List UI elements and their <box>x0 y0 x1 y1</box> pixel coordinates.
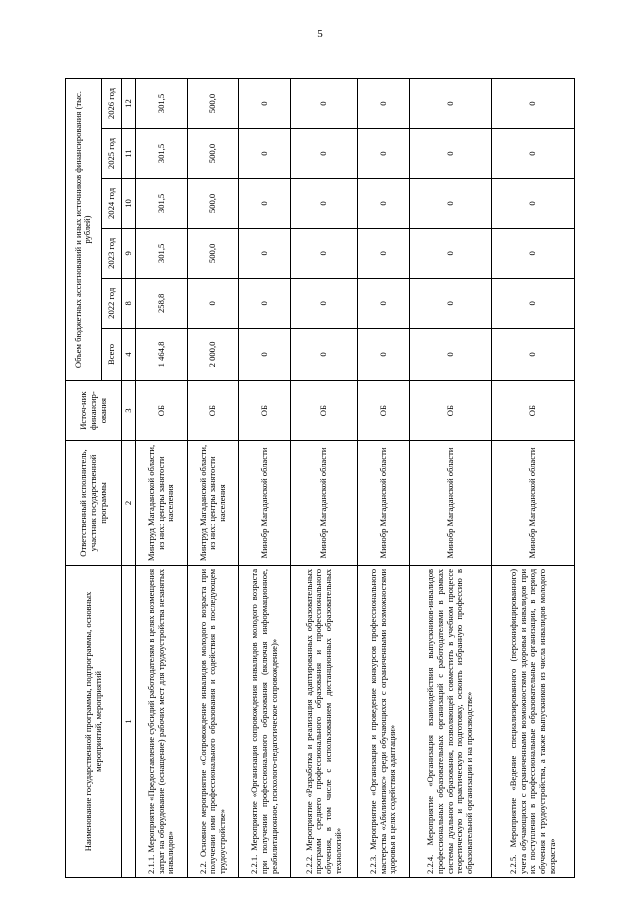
header-executor: Ответственный исполнитель, участник государственной программы <box>66 441 122 566</box>
row-value: 0 <box>492 129 575 179</box>
row-value: 0 <box>492 179 575 229</box>
row-executor: Минобр Магаданской области <box>290 441 357 566</box>
row-value: 0 <box>239 328 291 380</box>
column-index: 2 <box>122 441 136 566</box>
column-index: 4 <box>122 328 136 380</box>
header-year: 2022 год <box>101 278 121 328</box>
table-row <box>239 79 291 878</box>
page-number: 5 <box>317 28 323 40</box>
row-value: 0 <box>290 79 357 129</box>
row-source: ОБ <box>409 381 492 441</box>
column-index: 1 <box>122 565 136 877</box>
row-source: ОБ <box>136 381 188 441</box>
column-index: 8 <box>122 278 136 328</box>
header-row <box>66 79 102 878</box>
row-executor: Минобр Магаданской области <box>409 441 492 566</box>
column-index-row <box>122 79 136 878</box>
row-value: 500,0 <box>187 79 239 129</box>
row-value: 500,0 <box>187 179 239 229</box>
row-name: 2.2.4. Мероприятие «Организация взаимодействия выпускников-инвалидов профессиональных образовательных организаций с работодателями в рамках системы дуального образования, позволяющей совместить в учебном процессе теоретическую и практическую подготовку, освоить избранную профессию в образовательной организации и на производстве» <box>409 565 492 877</box>
row-name: 2.2.3. Мероприятие «Организация и проведение конкурсов профессионального мастерства «Абилимпикс» среди обучающихся с ограниченными возможностями здоровья в целях содействия адаптации» <box>358 565 410 877</box>
row-value: 0 <box>239 129 291 179</box>
row-source: ОБ <box>290 381 357 441</box>
row-source: ОБ <box>239 381 291 441</box>
row-value: 2 000,0 <box>187 328 239 380</box>
row-value: 0 <box>358 278 410 328</box>
row-value: 0 <box>358 179 410 229</box>
row-value: 0 <box>409 179 492 229</box>
row-executor: Минтруд Магаданской области, из них: центры занятости населения <box>136 441 188 566</box>
row-value: 0 <box>290 179 357 229</box>
row-value: 0 <box>358 79 410 129</box>
row-value: 1 464,8 <box>136 328 188 380</box>
table-row <box>492 79 575 878</box>
row-value: 0 <box>409 278 492 328</box>
header-year: Всего <box>101 328 121 380</box>
row-value: 0 <box>358 129 410 179</box>
row-value: 0 <box>239 278 291 328</box>
row-name: 2.2. Основное мероприятие «Сопровождение инвалидов молодого возраста при получении ими профессионального образования и содействия в последующем трудоустройстве» <box>187 565 239 877</box>
row-executor: Минтруд Магаданской области, из них: центры занятости населения <box>187 441 239 566</box>
column-index: 12 <box>122 79 136 129</box>
row-value: 0 <box>358 328 410 380</box>
row-value: 0 <box>358 228 410 278</box>
financing-table <box>65 78 575 878</box>
row-value: 0 <box>409 79 492 129</box>
table-row <box>290 79 357 878</box>
rotated-table-wrapper <box>65 78 575 878</box>
column-index: 10 <box>122 179 136 229</box>
header-volume: Объем бюджетных ассигнований и иных источников финансирования (тыс. рублей) <box>66 79 102 381</box>
header-year: 2026 год <box>101 79 121 129</box>
row-executor: Минобр Магаданской области <box>492 441 575 566</box>
row-value: 301,5 <box>136 129 188 179</box>
header-year: 2025 год <box>101 129 121 179</box>
row-name: 2.1.1. Мероприятие «Предоставление субсидий работодателям в целях возмещения затрат на оборудование (оснащение) рабочих мест для трудоустройства незанятых инвалидов» <box>136 565 188 877</box>
row-value: 0 <box>290 129 357 179</box>
row-value: 0 <box>187 278 239 328</box>
row-executor: Минобр Магаданской области <box>358 441 410 566</box>
row-value: 301,5 <box>136 228 188 278</box>
column-index: 11 <box>122 129 136 179</box>
row-value: 0 <box>409 328 492 380</box>
row-value: 0 <box>239 79 291 129</box>
row-executor: Минобр Магаданской области <box>239 441 291 566</box>
header-name: Наименование государственной программы, подпрограммы, основных мероприятий, мероприятий <box>66 565 122 877</box>
row-source: ОБ <box>358 381 410 441</box>
row-value: 0 <box>290 278 357 328</box>
row-value: 0 <box>409 228 492 278</box>
row-value: 500,0 <box>187 129 239 179</box>
row-source: ОБ <box>492 381 575 441</box>
header-year: 2023 год <box>101 228 121 278</box>
row-value: 258,8 <box>136 278 188 328</box>
row-value: 500,0 <box>187 228 239 278</box>
row-source: ОБ <box>187 381 239 441</box>
row-value: 0 <box>492 328 575 380</box>
column-index: 3 <box>122 381 136 441</box>
row-value: 0 <box>492 79 575 129</box>
row-value: 0 <box>239 228 291 278</box>
row-value: 301,5 <box>136 179 188 229</box>
table-row <box>187 79 239 878</box>
row-name: 2.2.1. Мероприятие «Организация сопровождения инвалидов молодого возраста при получении профессионального образования (включая информационное, реабилитационное, психолого-педагогическое сопровождение)» <box>239 565 291 877</box>
header-year: 2024 год <box>101 179 121 229</box>
row-value: 0 <box>409 129 492 179</box>
row-name: 2.2.5. Мероприятие «Ведение специализированного (персонифицированного) учета обучающихся с ограниченными возможностями здоровья и инвалидов при их поступлении в профессиональные образовательные организации, в период обучения и трудоустройства, а также выпускников из числа инвалидов молодого возраста» <box>492 565 575 877</box>
row-value: 0 <box>492 278 575 328</box>
row-name: 2.2.2. Мероприятие «Разработка и реализация адаптированных образовательных программ среднего профессионального образования и профессионального обучения, в том числе с использованием дистанционных образовательных технологий» <box>290 565 357 877</box>
row-value: 301,5 <box>136 79 188 129</box>
row-value: 0 <box>290 228 357 278</box>
row-value: 0 <box>492 228 575 278</box>
table-row <box>136 79 188 878</box>
table-row <box>409 79 492 878</box>
column-index: 9 <box>122 228 136 278</box>
table-row <box>358 79 410 878</box>
row-value: 0 <box>290 328 357 380</box>
row-value: 0 <box>239 179 291 229</box>
header-source: Источ-ник финансир-ования <box>66 381 122 441</box>
